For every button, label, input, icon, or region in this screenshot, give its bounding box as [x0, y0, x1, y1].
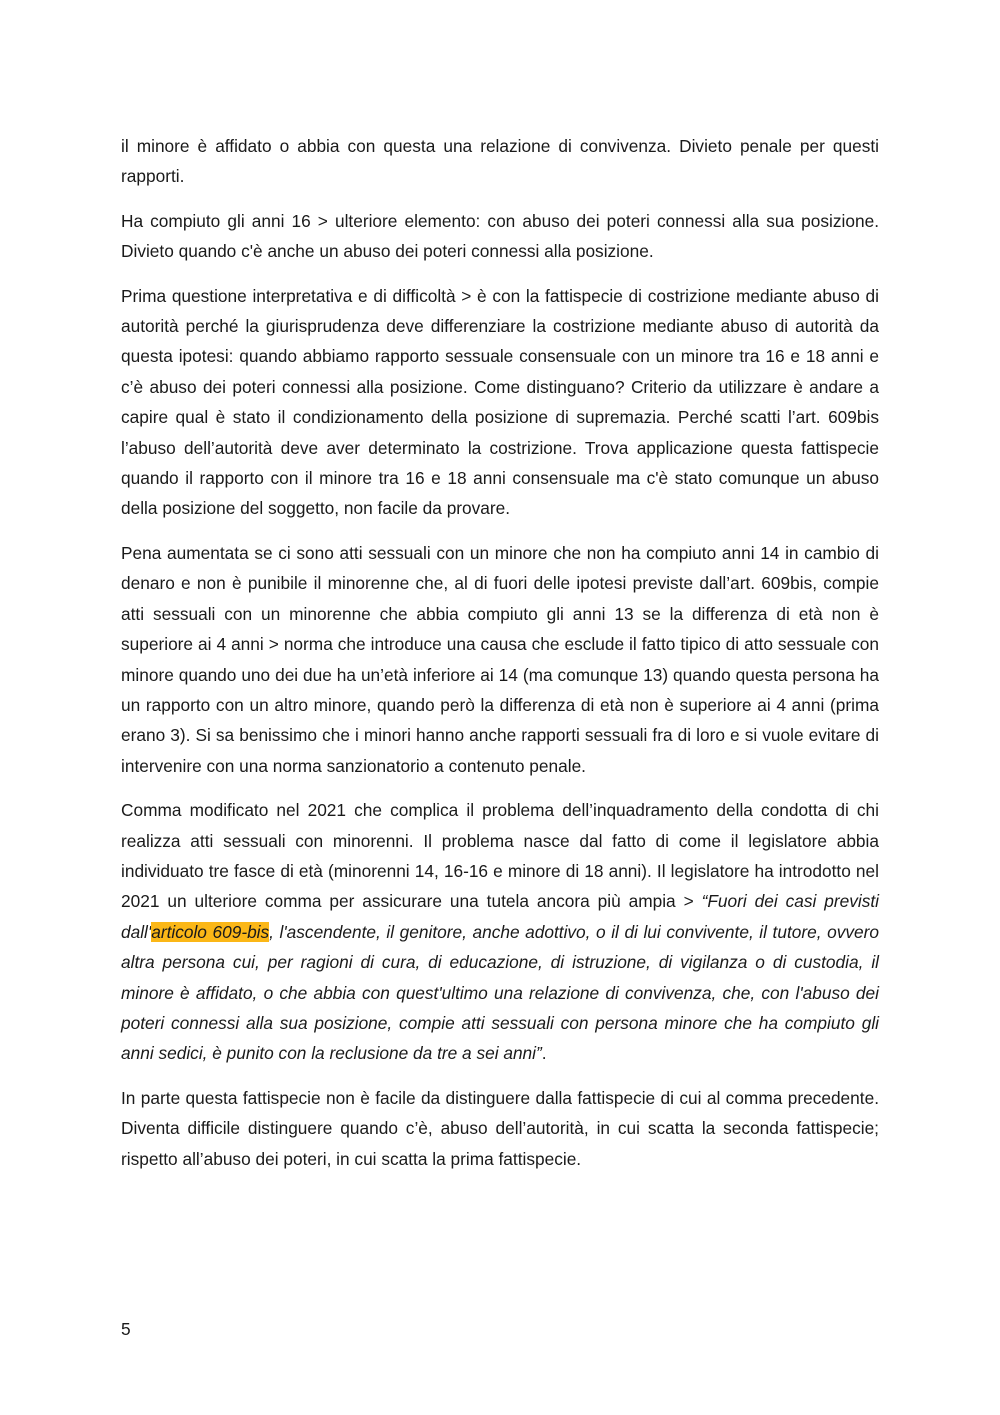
paragraph-4: Pena aumentata se ci sono atti sessuali con un minore che non ha compiuto anni 14 in cambio di denaro e non è punibile il minorenne che, al di fuori delle ipotesi previste dall’art. 609bis, compie atti sessuali con un minorenne che abbia compiuto gli anni 13 se la differenza di età non è superiore ai 4 anni > norma che introduce una causa che esclude il fatto tipico di atto sessuale con minore quando uno dei due ha un’età inferiore ai 14 (ma comunque 13) quando questa persona ha un rapporto con un altro minore, quando però la differenza di età non è superiore ai 4 anni (prima erano 3). Si sa benissimo che i minori hanno anche rapporti sessuali fra di loro e si vuole evitare di intervenire con una norma sanzionatorio a contenuto penale. [121, 542, 879, 776]
paragraph-3: Prima questione interpretativa e di difficoltà > è con la fattispecie di costrizione mediante abuso di autorità perché la giurisprudenza deve differenziare la costrizione mediante abuso di autorità da questa ipotesi: quando abbiamo rapporto sessuale consensuale con un minore tra 16 e 18 anni e c’è abuso dei poteri connessi alla posizione. Come distinguano? Criterio da utilizzare è andare a capire qual è stato il condizionamento della posizione di supremazia. Perché scatti l’art. 609bis l’abuso dell’autorità deve aver determinato la costrizione. Trova applicazione questa fattispecie quando il rapporto con il minore tra 16 e 18 anni consensuale ma c'è stato comunque un abuso della posizione del soggetto, non facile da provare. [121, 285, 879, 519]
paragraph-5 [121, 795, 879, 1069]
page-body [121, 131, 879, 1188]
paragraph-1: il minore è affidato o abbia con questa una relazione di convivenza. Divieto penale per questi rapporti. [121, 136, 879, 187]
paragraph-5-intro: Comma modificato nel 2021 che complica il problema dell’inquadramento della condotta di chi realizza atti sessuali con minorenni. Il problema nasce dal fatto di come il legislatore abbia individuato tre fasce di età (minorenni 14, 16-16 e minore di 18 anni). Il legislatore ha introdotto nel 2021 un ulteriore comma per assicurare una tutela ancora più ampia > [121, 800, 879, 912]
paragraph-6: In parte questa fattispecie non è facile da distinguere dalla fattispecie di cui al comma precedente. Diventa difficile distinguere quando c’è, abuso dell’autorità, in cui scatta la seconda fattispecie; rispetto all’abuso dei poteri, in cui scatta la prima fattispecie. [121, 1087, 879, 1169]
legal-quote-end: , l'ascendente, il genitore, anche adottivo, o il di lui convivente, il tutore, ovvero altra persona cui, per ragioni di cura, di educazione, di istruzione, di vigilanza o di custodia, il minore è affidato, o che abbia con quest'ultimo una relazione di convivenza, che, con l'abuso dei poteri connessi alla sua posizione, compie atti sessuali con persona minore che ha compiuto gli anni sedici, è punito con la reclusione da tre a sei anni” [121, 921, 879, 1064]
legal-quote-start: “Fuori dei casi previsti dall' [121, 891, 879, 942]
paragraph-2: Ha compiuto gli anni 16 > ulteriore elemento: con abuso dei poteri connessi alla sua posizione. Divieto quando c'è anche un abuso dei poteri connessi alla posizione. [121, 210, 879, 262]
paragraph-5-outro: . [541, 1043, 547, 1064]
page-number: 5 [121, 1319, 131, 1339]
highlighted-article-reference: articolo 609-bis [151, 921, 270, 942]
